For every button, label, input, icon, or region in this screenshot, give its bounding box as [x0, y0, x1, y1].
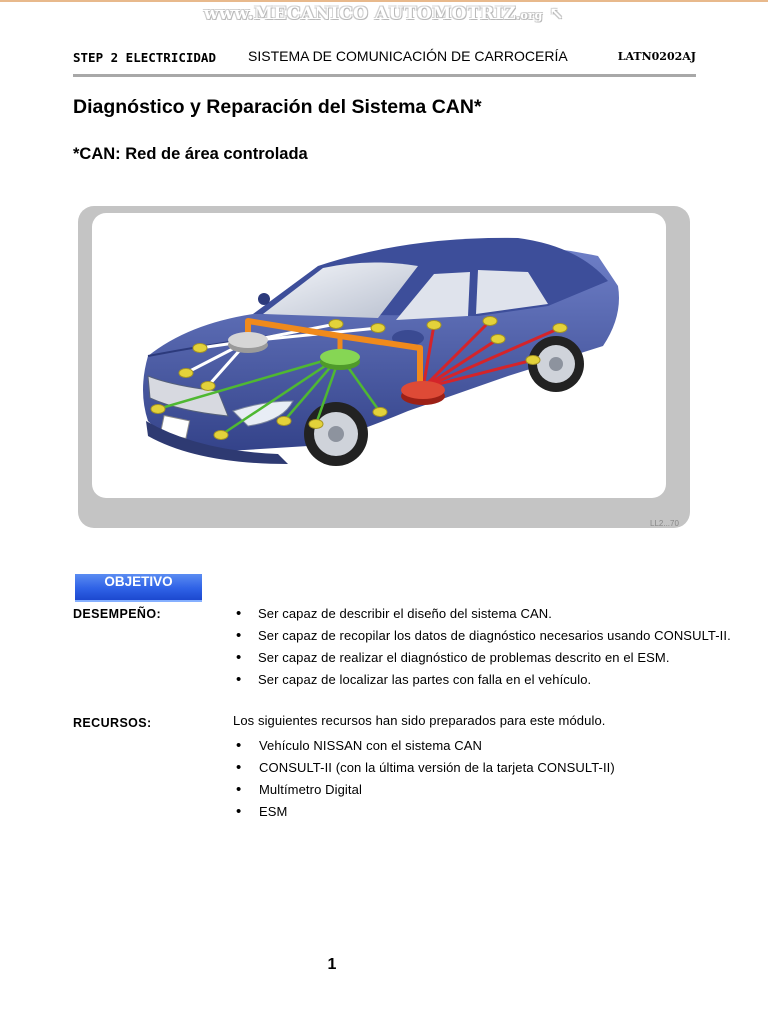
figure-code: LL2...70: [650, 519, 679, 528]
watermark-suffix: .org: [516, 9, 543, 22]
list-item: • CONSULT-II (con la última versión de la tarjeta CONSULT-II): [236, 757, 615, 779]
antenna-dot: [258, 293, 270, 305]
red-control-module: [401, 381, 445, 405]
header-step: STEP 2 ELECTRICIDAD: [73, 50, 216, 65]
page-subtitle: *CAN: Red de área controlada: [73, 145, 308, 163]
list-item: • Multímetro Digital: [236, 779, 615, 801]
page-header: [73, 48, 696, 66]
list-item: • Vehículo NISSAN con el sistema CAN: [236, 735, 615, 757]
desempeno-label: DESEMPEÑO:: [73, 607, 162, 621]
list-item: • Ser capaz de describir el diseño del sistema CAN.: [236, 603, 731, 625]
can-system-car-illustration: [78, 206, 690, 528]
site-watermark: [0, 4, 768, 24]
list-item: • Ser capaz de recopilar los datos de diagnóstico necesarios usando CONSULT-II.: [236, 625, 731, 647]
recursos-label: RECURSOS:: [73, 716, 152, 730]
front-wheel: [304, 402, 368, 466]
page-title: Diagnóstico y Reparación del Sistema CAN*: [73, 96, 482, 118]
header-code: LATN0202AJ: [617, 50, 696, 63]
recursos-list: [236, 735, 615, 823]
page-number: 1: [327, 956, 337, 973]
header-system: SISTEMA DE COMUNICACIÓN DE CARROCERÍA: [248, 48, 568, 64]
top-accent-bar: [0, 0, 768, 2]
cursor-icon: ↖: [549, 4, 564, 24]
list-item: • Ser capaz de realizar el diagnóstico de problemas descrito en el ESM.: [236, 647, 731, 669]
gray-control-module: [228, 332, 268, 353]
green-control-module: [320, 349, 360, 370]
list-item: • ESM: [236, 801, 615, 823]
objetivo-banner: OBJETIVO: [75, 574, 202, 602]
list-item: • Ser capaz de localizar las partes con falla en el vehículo.: [236, 669, 731, 691]
header-divider: [73, 74, 696, 77]
watermark-text: www.MECANICO AUTOMOTRIZ: [204, 4, 517, 24]
recursos-intro: Los siguientes recursos han sido preparados para este módulo.: [233, 713, 606, 728]
desempeno-list: [236, 603, 731, 691]
